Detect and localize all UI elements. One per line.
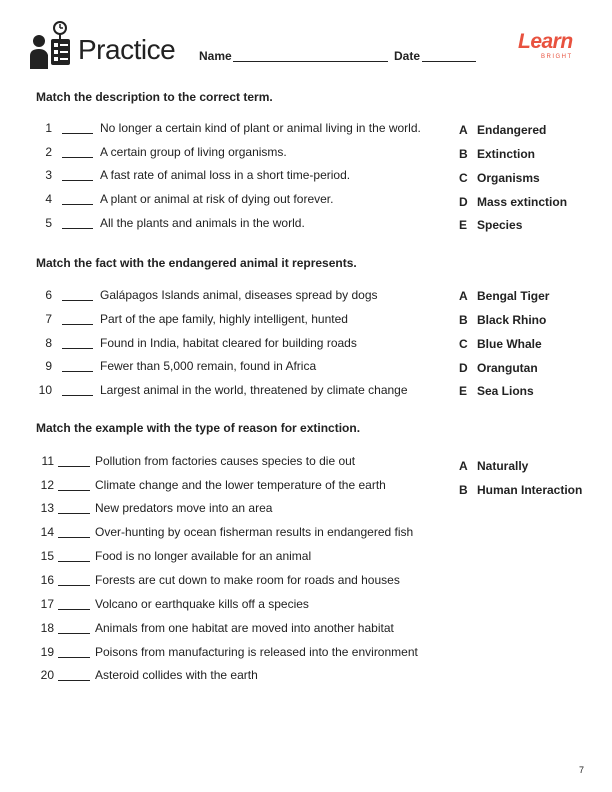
question-number: 7 — [45, 312, 52, 326]
answer-option — [459, 483, 582, 497]
answer-blank[interactable] — [62, 371, 93, 372]
answer-option — [459, 289, 549, 303]
answer-reason: Naturally — [477, 459, 529, 473]
answer-term: Organisms — [477, 171, 540, 185]
answer-blank[interactable] — [58, 561, 90, 562]
answer-blank[interactable] — [58, 633, 90, 634]
page-header — [0, 0, 612, 80]
answer-letter: B — [459, 313, 468, 327]
page-title: Practice — [78, 34, 176, 65]
page-number: 7 — [579, 765, 585, 775]
question-row — [0, 525, 440, 541]
section-3-heading: Match the example with the type of reason for extinction. — [36, 421, 361, 435]
answer-letter: B — [459, 483, 468, 497]
question-text: Pollution from factories causes species to die out — [95, 454, 356, 468]
question-row — [0, 454, 440, 470]
question-text: New predators move into an area — [95, 501, 273, 515]
question-number: 2 — [45, 145, 52, 159]
question-text: A certain group of living organisms. — [100, 145, 287, 159]
answer-letter: A — [459, 459, 468, 473]
question-number: 4 — [45, 192, 52, 206]
question-number: 3 — [45, 168, 52, 182]
answer-option — [459, 218, 522, 232]
answer-blank[interactable] — [58, 466, 90, 467]
question-number: 15 — [40, 549, 54, 563]
answer-option — [459, 337, 542, 351]
date-label: Date — [394, 49, 421, 63]
answer-blank[interactable] — [62, 300, 93, 301]
question-text: Found in India, habitat cleared for building roads — [100, 336, 357, 350]
question-number: 14 — [40, 525, 54, 539]
answer-letter: A — [459, 289, 468, 303]
answer-option — [459, 171, 540, 185]
question-row — [0, 336, 440, 352]
question-number: 8 — [45, 336, 52, 350]
question-number: 5 — [45, 216, 52, 230]
answer-blank[interactable] — [62, 348, 93, 349]
question-text: Volcano or earthquake kills off a species — [95, 597, 309, 611]
question-text: Over-hunting by ocean fisherman results in endangered fish — [95, 525, 414, 539]
answer-term: Endangered — [477, 123, 547, 137]
teacher-board-icon — [29, 20, 73, 70]
answer-blank[interactable] — [62, 180, 93, 181]
answer-blank[interactable] — [62, 157, 93, 158]
question-text: Galápagos Islands animal, diseases spread by dogs — [100, 288, 378, 302]
question-row — [0, 192, 440, 208]
section-1-heading: Match the description to the correct term. — [36, 90, 273, 104]
question-text: Poisons from manufacturing is released into the environment — [95, 645, 418, 659]
question-number: 16 — [40, 573, 54, 587]
answer-blank[interactable] — [62, 133, 93, 134]
question-number: 18 — [40, 621, 54, 635]
question-number: 9 — [45, 359, 52, 373]
question-row — [0, 121, 440, 137]
answer-blank[interactable] — [62, 324, 93, 325]
answer-reason: Human Interaction — [477, 483, 583, 497]
answer-blank[interactable] — [58, 585, 90, 586]
question-row — [0, 549, 440, 565]
answer-letter: B — [459, 147, 468, 161]
answer-blank[interactable] — [58, 657, 90, 658]
question-row — [0, 597, 440, 613]
question-number: 1 — [45, 121, 52, 135]
question-text: Largest animal in the world, threatened by climate change — [100, 383, 408, 397]
question-row — [0, 288, 440, 304]
answer-animal: Sea Lions — [477, 384, 534, 398]
question-row — [0, 359, 440, 375]
answer-blank[interactable] — [58, 513, 90, 514]
answer-letter: E — [459, 218, 468, 232]
answer-animal: Black Rhino — [477, 313, 547, 327]
answer-animal: Orangutan — [477, 361, 538, 375]
question-text: Part of the ape family, highly intelligent, hunted — [100, 312, 348, 326]
date-field[interactable] — [422, 61, 476, 62]
answer-blank[interactable] — [58, 609, 90, 610]
answer-blank[interactable] — [58, 537, 90, 538]
answer-blank[interactable] — [58, 490, 90, 491]
name-label: Name — [199, 49, 232, 63]
question-row — [0, 312, 440, 328]
question-row — [0, 216, 440, 232]
answer-letter: A — [459, 123, 468, 137]
question-row — [0, 383, 440, 399]
answer-term: Extinction — [477, 147, 536, 161]
question-row — [0, 621, 440, 637]
name-field[interactable] — [233, 61, 388, 62]
question-text: Asteroid collides with the earth — [95, 668, 258, 682]
question-row — [0, 478, 440, 494]
question-number: 11 — [41, 454, 54, 468]
answer-letter: D — [459, 195, 468, 209]
question-row — [0, 645, 440, 661]
answer-blank[interactable] — [62, 228, 93, 229]
question-number: 20 — [40, 668, 54, 682]
answer-term: Mass extinction — [477, 195, 568, 209]
question-text: Food is no longer available for an animal — [95, 549, 312, 563]
question-number: 17 — [40, 597, 54, 611]
question-text: Forests are cut down to make room for roads and houses — [95, 573, 400, 587]
logo-wordmark: Learn — [518, 30, 573, 53]
question-text: A plant or animal at risk of dying out forever. — [100, 192, 334, 206]
learn-bright-logo — [518, 30, 580, 64]
answer-letter: C — [459, 337, 468, 351]
question-text: Climate change and the lower temperature of the earth — [95, 478, 386, 492]
answer-animal: Blue Whale — [477, 337, 542, 351]
question-text: No longer a certain kind of plant or animal living in the world. — [100, 121, 421, 135]
question-row — [0, 501, 440, 517]
answer-option — [459, 195, 567, 209]
answer-term: Species — [477, 218, 523, 232]
question-number: 13 — [40, 501, 54, 515]
answer-animal: Bengal Tiger — [477, 289, 550, 303]
answer-letter: E — [459, 384, 468, 398]
question-number: 12 — [40, 478, 54, 492]
answer-blank[interactable] — [62, 204, 93, 205]
answer-blank[interactable] — [58, 680, 90, 681]
answer-letter: D — [459, 361, 468, 375]
question-text: All the plants and animals in the world. — [100, 216, 305, 230]
question-text: Fewer than 5,000 remain, found in Africa — [100, 359, 317, 373]
question-number: 10 — [38, 383, 52, 397]
answer-option — [459, 313, 546, 327]
answer-option — [459, 459, 528, 473]
answer-option — [459, 123, 546, 137]
question-row — [0, 145, 440, 161]
question-text: Animals from one habitat are moved into another habitat — [95, 621, 394, 635]
question-row — [0, 573, 440, 589]
question-number: 19 — [40, 645, 54, 659]
answer-option — [459, 147, 535, 161]
question-row — [0, 668, 440, 684]
question-number: 6 — [45, 288, 52, 302]
answer-blank[interactable] — [62, 395, 93, 396]
section-2-heading: Match the fact with the endangered animal it represents. — [36, 256, 357, 270]
answer-option — [459, 361, 538, 375]
question-row — [0, 168, 440, 184]
question-text: A fast rate of animal loss in a short time-period. — [100, 168, 351, 182]
logo-subtext: BRIGHT — [541, 54, 573, 60]
answer-option — [459, 384, 534, 398]
answer-letter: C — [459, 171, 468, 185]
